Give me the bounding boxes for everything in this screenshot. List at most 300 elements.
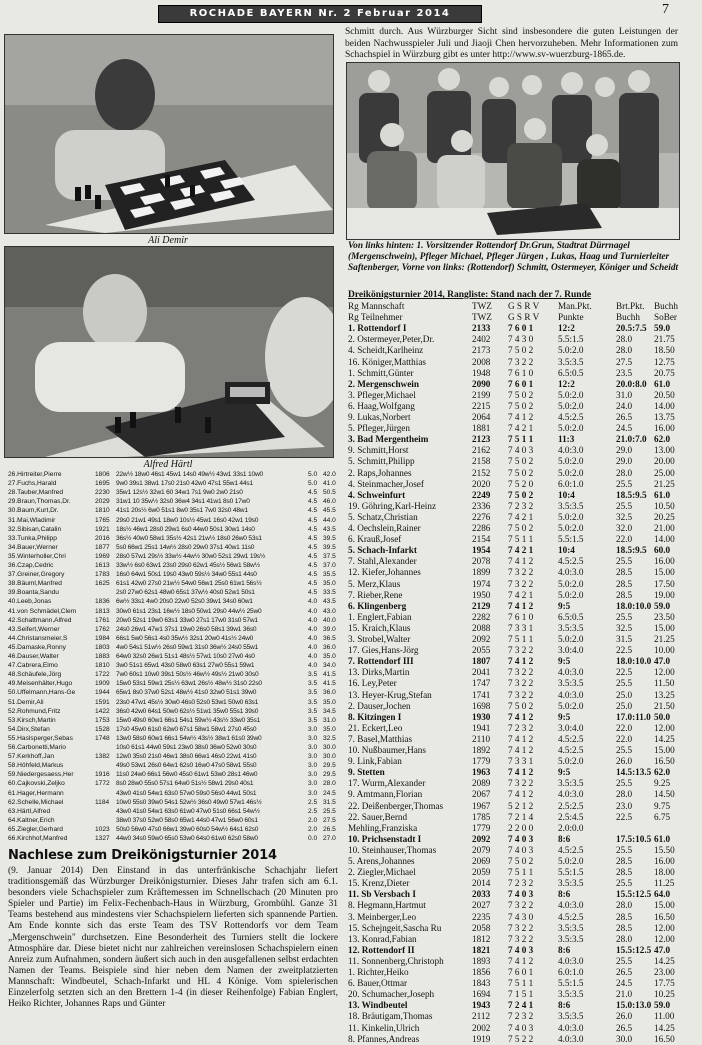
ranking-cell-pts: 6.5:0.5: [558, 611, 584, 622]
crosstable-cell-buch: 39.5: [323, 534, 336, 542]
ranking-cell-buch: 60.0: [654, 545, 671, 556]
ranking-cell-buch: 15.00: [654, 567, 675, 578]
ranking-cell-buch: 21.00: [654, 523, 675, 533]
ranking-cell-g: 7 5 0 2: [508, 389, 534, 400]
crosstable-cell-rounds: 11s0 24w0 66s1 56w0 45s0 61w1 53w0 28s1 46w0: [116, 771, 258, 779]
ranking-cell-name: 22. Deißenberger,Thomas: [348, 800, 444, 811]
ranking-cell-g: 7 4 1 2: [508, 767, 534, 778]
ranking-team-row: [348, 712, 684, 723]
ranking-cell-twz: TWZ: [472, 312, 492, 323]
ranking-player-row: [348, 978, 684, 989]
ranking-cell-buch: 14.50: [654, 789, 675, 800]
crosstable-cell-rounds: 4w0 54s1 51w½ 26s0 59w1 31s0 36w½ 24s0 55w1: [116, 643, 259, 651]
crosstable-cell-name: 32.Sibisan,Catalin: [8, 525, 62, 533]
ranking-cell-twz: 1881: [472, 423, 491, 434]
ranking-cell-g: 7 4 2 1: [508, 511, 534, 522]
ranking-cell-buch: 16.50: [654, 911, 675, 922]
ranking-cell-twz: 2078: [472, 556, 491, 567]
ranking-cell-name: 13. Konrad,Fabian: [348, 933, 417, 944]
ranking-cell-g: 7 5 2 2: [508, 1033, 534, 1044]
ranking-cell-g: 7 5 0 2: [508, 400, 534, 411]
ranking-cell-buch: 10.00: [654, 645, 675, 656]
ranking-cell-name: 13. Dirks,Martin: [348, 667, 410, 678]
ranking-player-row: [348, 623, 684, 634]
crosstable-cell-buch: 35.0: [323, 580, 336, 588]
crosstable-cell-rounds: 15w0 49s0 60w1 66s1 54s1 59w½ 43s½ 33w0 35s1: [116, 716, 261, 724]
ranking-cell-name: 13. Heyer-Krug,Stefan: [348, 689, 432, 700]
crosstable-cell-buch: 40.0: [323, 616, 336, 624]
crosstable-cell-name: 29.Braun,Thomas,Dr.: [8, 498, 71, 506]
ranking-cell-buch: 17.75: [654, 978, 675, 989]
ranking-cell-brt: 29.0: [616, 445, 633, 456]
ranking-cell-twz: 2162: [472, 445, 491, 456]
ranking-player-row: [348, 778, 684, 789]
ranking-team-row: [348, 656, 684, 667]
ranking-cell-brt: 28.0: [616, 933, 633, 944]
crosstable-cell-pts: 4.5: [308, 534, 318, 542]
ranking-cell-brt: 17.0:11.0: [616, 711, 651, 722]
crosstable-cell-buch: 29.5: [323, 771, 336, 779]
ranking-cell-brt: 28.5: [616, 867, 633, 878]
ranking-cell-g: 7 5 0 2: [508, 856, 534, 866]
ranking-cell-g: 5 2 1 2: [508, 800, 534, 811]
ranking-cell-g: 7 2 3 2: [508, 722, 534, 733]
ranking-cell-buch: 13.00: [654, 445, 675, 456]
crosstable-cell-rounds: 43w0 41s0 54w1 63s0 57w0 59s0 56s0 44w1 50s1: [116, 789, 257, 797]
ranking-cell-pts: 3.5:3.5: [558, 778, 584, 789]
ranking-player-row: [348, 912, 684, 923]
ranking-player-row: [348, 368, 684, 379]
ranking-cell-twz: 2092: [472, 833, 491, 844]
ranking-cell-brt: 23.5: [616, 367, 633, 378]
ranking-cell-g: 7 3 2 2: [508, 900, 534, 911]
ranking-cell-g: 7 5 0 2: [508, 467, 534, 478]
crosstable-cell-dwz: 1422: [95, 707, 110, 715]
crosstable-cell-pts: 4.0: [308, 607, 318, 615]
ranking-cell-pts: 8:6: [558, 944, 571, 955]
crosstable-cell-name: 45.Damaske,Ronny: [8, 643, 66, 651]
ranking-cell-g: 7 6 0 1: [508, 323, 534, 334]
crosstable-cell-name: 53.Kirsch,Martin: [8, 716, 56, 724]
ranking-cell-g: 7 4 1 2: [508, 656, 534, 667]
ranking-cell-buch: Buchh: [654, 301, 678, 311]
crosstable-cell-name: 28.Tauber,Manfred: [8, 489, 63, 497]
ranking-cell-twz: 1779: [472, 756, 491, 767]
ranking-cell-g: 7 2 3 2: [508, 878, 534, 889]
ranking-cell-twz: 2199: [472, 389, 491, 400]
ranking-player-row: [348, 501, 684, 512]
ranking-cell-buch: 21.25: [654, 634, 675, 644]
ranking-cell-twz: 2055: [472, 645, 491, 656]
ranking-cell-pts: 3.5:3.5: [558, 1011, 584, 1022]
ranking-cell-name: 9. Stetten: [348, 767, 385, 778]
ranking-cell-g: 7 3 2 2: [508, 667, 534, 678]
ranking-cell-pts: 4.0:3.0: [558, 789, 584, 800]
ranking-cell-name: 11. Kinkelin,Ulrich: [348, 1022, 420, 1033]
ranking-cell-brt: 30.0: [616, 1033, 633, 1044]
ranking-cell-pts: 4.0:3.0: [558, 955, 584, 966]
ranking-cell-g: 7 4 2 1: [508, 589, 534, 600]
crosstable-cell-name: 33.Tunka,Philipp: [8, 534, 57, 542]
crosstable-cell-name: 42.Schattmann,Alfred: [8, 616, 72, 624]
crosstable-cell-dwz: 1984: [95, 634, 110, 642]
ranking-cell-brt: 21.0: [616, 989, 633, 1000]
ranking-cell-pts: 4.0:3.0: [558, 689, 584, 700]
ranking-team-row: [348, 323, 684, 334]
ranking-cell-g: 7 5 1 1: [508, 634, 534, 644]
ranking-player-row: [348, 445, 684, 456]
crosstable-cell-pts: 4.5: [308, 571, 318, 579]
ranking-cell-pts: 9:5: [558, 767, 571, 778]
ranking-cell-twz: 1843: [472, 978, 491, 989]
ranking-cell-twz: 2336: [472, 500, 491, 511]
crosstable-cell-buch: 31.5: [323, 798, 336, 806]
ranking-cell-twz: TWZ: [472, 301, 492, 311]
ranking-cell-name: 3. Pfleger,Michael: [348, 389, 416, 400]
crosstable-cell-dwz: 1810: [95, 507, 110, 515]
ranking-cell-twz: 2110: [472, 733, 491, 744]
crosstable-cell-pts: 2.0: [308, 825, 318, 833]
crosstable-cell-dwz: 1591: [95, 698, 110, 706]
crosstable-cell-pts: 4.5: [308, 580, 318, 588]
crosstable-cell-rounds: 64w0 32s0 26w1 51s1 48s½ 57w1 10s0 27w0 4s0: [116, 653, 255, 660]
ranking-cell-brt: 14.5:13.5: [616, 767, 652, 778]
ranking-cell-brt: 21.0:7.0: [616, 434, 647, 445]
crosstable-row: [8, 834, 336, 844]
ranking-player-row: [348, 612, 684, 623]
crosstable-cell-pts: 4.0: [308, 643, 318, 651]
ranking-cell-pts: 5.0:2.0: [558, 589, 584, 600]
ranking-cell-brt: 18.5:9.5: [616, 489, 647, 500]
ranking-cell-buch: 11.25: [654, 878, 675, 889]
ranking-player-row: [348, 357, 684, 368]
crosstable-cell-rounds: 15w0 53s1 59w1 25s½ 63w1 26s½ 48w½ 31s0 22s0: [116, 680, 262, 688]
crosstable-cell-pts: 5.0: [308, 471, 318, 478]
ranking-player-row: [348, 1034, 684, 1045]
ranking-cell-brt: 28.5: [616, 856, 633, 866]
ranking-cell-pts: 3.5:3.5: [558, 500, 584, 511]
ranking-cell-name: 5. Schmitt,Philipp: [348, 456, 415, 467]
crosstable-cell-dwz: 1877: [95, 543, 110, 551]
ranking-cell-twz: 2402: [472, 334, 491, 345]
ranking-cell-buch: 15.00: [654, 622, 675, 633]
ranking-cell-name: 22. Sauer,Bernd: [348, 811, 408, 822]
crosstable-cell-name: 43.Seifert,Werner: [8, 625, 60, 633]
ranking-cell-buch: 47.0: [654, 944, 671, 955]
ranking-cell-g: 7 5 2 0: [508, 478, 534, 489]
crosstable-cell-dwz: 1695: [95, 480, 110, 488]
ranking-cell-pts: 4.5:2.5: [558, 733, 584, 744]
ranking-cell-brt: 26.5: [616, 412, 633, 422]
ranking-cell-brt: 22.5: [616, 645, 633, 656]
ranking-cell-g: G S R V: [508, 301, 540, 311]
ranking-cell-buch: 12.75: [654, 356, 675, 367]
ranking-cell-brt: 28.0: [616, 334, 633, 345]
ranking-cell-brt: 20.0:8.0: [616, 378, 647, 389]
crosstable-cell-name: 38.Bäuml,Manfred: [8, 580, 62, 588]
crosstable-cell-dwz: 1921: [95, 525, 110, 533]
crosstable-cell-rounds: 16s0 64w1 50s1 19s0 43w0 59s½ 34w0 55s1 44s0: [116, 571, 257, 579]
crosstable-cell-name: 49.Meisenhälter,Hugo: [8, 680, 73, 688]
ranking-cell-name: 12. Rottendorf II: [348, 944, 415, 955]
crosstable-cell-buch: 35.0: [323, 698, 336, 706]
crosstable-cell-pts: 4.5: [308, 516, 318, 524]
ranking-cell-name: 21. Eckert,Leo: [348, 722, 403, 733]
ranking-cell-pts: 5.5:1.5: [558, 978, 584, 989]
crosstable-cell-name: 50.Uffelmann,Hans-Ge: [8, 689, 76, 697]
crosstable-cell-name: 57.Kerkhoff,Jan: [8, 753, 55, 761]
crosstable-cell-rounds: 17s0 45w0 61s0 62w0 67s1 58w1 58w1 27s0 45s0: [116, 725, 257, 733]
ranking-header-row: [348, 312, 684, 323]
ranking-cell-pts: 2.5:4.5: [558, 811, 584, 822]
ranking-cell-twz: 1941: [472, 722, 491, 733]
ranking-cell-brt: 24.5: [616, 978, 633, 989]
ranking-cell-buch: 20.50: [654, 389, 675, 400]
ranking-cell-twz: 2002: [472, 1022, 491, 1033]
ranking-cell-pts: Man.Pkt.: [558, 301, 592, 311]
ranking-cell-g: 7 5 0 2: [508, 523, 534, 533]
ranking-player-row: [348, 579, 684, 590]
ranking-cell-pts: 12:2: [558, 378, 575, 389]
ranking-cell-brt: 18.0:10.0: [616, 600, 652, 611]
ranking-cell-g: 7 2 1 4: [508, 811, 534, 822]
ranking-cell-pts: 5.0:2.0: [558, 400, 584, 411]
ranking-team-row: [348, 490, 684, 501]
ranking-cell-pts: 6.5:0.5: [558, 367, 584, 378]
ranking-cell-twz: 1779: [472, 822, 491, 833]
ranking-cell-twz: 1893: [472, 955, 491, 966]
crosstable-cell-name: 26.Hirtreiter,Pierre: [8, 471, 62, 478]
crosstable-cell-dwz: 2029: [95, 498, 110, 506]
ranking-cell-buch: SoBer: [654, 312, 677, 323]
ranking-cell-buch: 23.50: [654, 611, 675, 622]
crosstable-cell-buch: 44.0: [323, 516, 336, 524]
ranking-team-row: [348, 434, 684, 445]
ranking-cell-buch: 47.0: [654, 656, 671, 667]
ranking-cell-name: 2. Dauser,Jochen: [348, 700, 411, 711]
crosstable-cell-dwz: 1184: [95, 798, 110, 806]
crosstable-cell-pts: 3.0: [308, 771, 318, 779]
crosstable-cell-buch: 46.0: [323, 498, 336, 506]
crosstable-cell-buch: 41.5: [323, 680, 336, 688]
ranking-cell-g: 7 4 1 2: [508, 745, 534, 755]
ranking-cell-pts: 5.0:2.0: [558, 423, 584, 434]
ranking-cell-twz: 1948: [472, 367, 491, 378]
crosstable-cell-name: 34.Bauer,Werner: [8, 543, 58, 551]
crosstable-cell-pts: 4.0: [308, 616, 318, 624]
ranking-cell-g: 7 3 2 2: [508, 578, 534, 589]
crosstable-cell-buch: 41.0: [323, 480, 336, 488]
ranking-cell-g: 7 2 3 2: [508, 1011, 534, 1022]
crosstable-cell-rounds: 28s0 57w1 29s½ 33w½ 44w½ 30w0 52s1 29w1 19s½: [116, 552, 266, 560]
ranking-cell-pts: 10:4: [558, 489, 575, 500]
crosstable-cell-buch: 27.5: [323, 816, 336, 824]
crosstable-cell-name: 52.Rohmund,Fritz: [8, 707, 61, 715]
ranking-player-row: [348, 1023, 684, 1034]
ranking-cell-g: 7 3 2 2: [508, 922, 534, 933]
crosstable-cell-rounds: 36s½ 40w0 58w1 35s½ 42s1 21w½ 18s0 26w0 53s1: [116, 534, 262, 542]
ranking-cell-twz: 2276: [472, 511, 491, 522]
crosstable-cell-buch: 50.5: [323, 489, 336, 497]
ranking-cell-twz: 1967: [472, 800, 491, 811]
ranking-cell-name: 10. Prichsenstadt I: [348, 833, 422, 844]
ranking-cell-twz: 1943: [472, 1000, 491, 1011]
ranking-cell-name: 6. Klingenberg: [348, 600, 407, 611]
ranking-cell-g: 7 4 0 3: [508, 1022, 534, 1033]
crosstable-cell-name: 40.Leeb,Jonas: [8, 598, 52, 606]
ranking-cell-brt: 26.5: [616, 1022, 633, 1033]
ranking-player-row: [348, 756, 684, 767]
ranking-cell-buch: 9.25: [654, 778, 671, 789]
ranking-cell-pts: 5.0:2.0: [558, 389, 584, 400]
photo-alfred-haertl: [4, 246, 334, 458]
crosstable-cell-pts: 0.0: [308, 835, 318, 842]
ranking-cell-brt: 26.0: [616, 756, 633, 767]
ranking-player-row: [348, 667, 684, 678]
ranking-cell-name: 6. Haag,Wolfgang: [348, 400, 415, 411]
crosstable-cell-pts: 2.5: [308, 798, 318, 806]
crosstable-cell-rounds: 30w0 61s1 23s1 16w½ 18s0 50w1 29s0 44w½ 25w0: [116, 607, 262, 615]
ranking-player-row: [348, 878, 684, 889]
ranking-cell-twz: 2249: [472, 489, 491, 500]
ranking-cell-buch: 14.25: [654, 1022, 675, 1033]
crosstable-cell-pts: 4.5: [308, 543, 318, 551]
ranking-cell-twz: 2235: [472, 911, 491, 922]
crosstable-cell-pts: 3.0: [308, 789, 318, 797]
ranking-team-row: [348, 601, 684, 612]
ranking-cell-buch: 59.0: [654, 1000, 671, 1011]
ranking-cell-name: 4. Schweinfurt: [348, 489, 406, 500]
ranking-cell-buch: 18.50: [654, 345, 675, 356]
ranking-player-row: [348, 423, 684, 434]
ranking-cell-pts: 12:2: [558, 323, 575, 334]
ranking-cell-brt: 28.5: [616, 922, 633, 933]
ranking-cell-pts: 5.0:2.0: [558, 756, 584, 767]
ranking-cell-brt: 28.5: [616, 589, 633, 600]
ranking-cell-twz: 2008: [472, 356, 491, 367]
crosstable-cell-pts: 4.5: [308, 589, 318, 597]
ranking-cell-brt: 27.5: [616, 356, 633, 367]
ranking-cell-twz: 2088: [472, 622, 491, 633]
crosstable-cell-buch: 33.5: [323, 589, 336, 597]
crosstable-cell-pts: 4.5: [308, 525, 318, 533]
ranking-cell-g: 7 4 0 3: [508, 844, 534, 855]
ranking-cell-brt: 32.5: [616, 511, 633, 522]
ranking-cell-g: 7 4 2 1: [508, 545, 534, 556]
crosstable-cell-rounds: 66s1 5w0 56s1 4s0 35w½ 32s1 20w0 41s½ 24w0: [116, 634, 254, 642]
ranking-cell-twz: 2112: [472, 1011, 491, 1022]
ranking-cell-twz: 1807: [472, 656, 491, 667]
ranking-cell-g: 7 6 0 1: [508, 967, 534, 977]
ranking-cell-pts: 6.0:1.0: [558, 967, 584, 977]
crosstable-cell-pts: 4.0: [308, 634, 318, 642]
crosstable-cell-pts: 3.0: [308, 744, 318, 751]
crosstable-cell-buch: 36.0: [323, 689, 336, 697]
ranking-cell-twz: 2154: [472, 534, 491, 545]
ranking-cell-twz: 2089: [472, 778, 491, 789]
ranking-cell-twz: 1812: [472, 933, 491, 944]
crosstable-cell-rounds: 24s0 26w1 47w1 37s1 19w0 26s0 58s1 39w1 36s0: [116, 625, 257, 633]
crosstable-cell-pts: 3.0: [308, 753, 318, 761]
ranking-cell-name: 13. Windbeutel: [348, 1000, 408, 1011]
crosstable-cell-name: 48.Schäufele,Jörg: [8, 671, 62, 679]
article-body: (9. Januar 2014) Den Einstand in das unterfränkische Schachjahr liefert traditionsgemäß das Würzburger Dreikönigsturnier. Dieses Jahr trafen sich am 6.1. besonders viele Schachspieler zum Kräftemessen im Schnellschach (20 Minuten pro Spieler und Partie) im Felix-Fechenbach-Haus in Würzburg, Grombühl. Ganze 31 Teams bestehend aus mindestens vier Schachspielern lieferten sich spannende Partien. Am Ende konnte sich das erste Team des TSV Rottendorfs vor dem Team „Mergenschwein" durchsetzen. Eine Besonderheit des Turniers stellt die lockere Atmosphäre dar. Diese bietet nicht nur zahlreichen vereinslosen Schachspielern einen Anreiz zum Aufnahmen, sondern äußert sich auch in den ausgefallenen selbst erdachten Namen der Teams. Beispiele sind hier neben dem Namen der zweitplatzierten Mannschaft: Windbeutel, Schach-Infarkt und HL 4 Könige. Vom spielerischen Einzelerfolg setzten sich an den Brettern 1-4 (in dieser Reihenfolge) Fabian Englert, Heiko Richter, Johannes Raps und Günter: [8, 866, 338, 1010]
crosstable-cell-dwz: 1761: [95, 616, 110, 624]
ranking-cell-name: 7. Rottendorf III: [348, 656, 414, 667]
crosstable-cell-buch: 34.0: [323, 662, 336, 670]
crosstable-cell-rounds: 22w½ 18w0 46s1 45w1 14s0 49w½ 43w1 33s1 10w0: [116, 471, 263, 478]
ranking-cell-pts: 5.0:2.0: [558, 856, 584, 866]
crosstable-cell-rounds: 7w0 60s1 10w0 39s1 50s½ 46w½ 49s½ 21w0 30s0: [116, 671, 259, 679]
ranking-team-row: [348, 379, 684, 390]
ranking-cell-name: 5. Schach-Infarkt: [348, 545, 417, 556]
ranking-player-row: [348, 634, 684, 645]
crosstable-cell-dwz: 2016: [95, 534, 110, 542]
crosstable-cell-pts: 4.5: [308, 552, 318, 560]
ranking-cell-buch: 12.00: [654, 933, 675, 944]
ranking-cell-brt: 20.5:7.5: [616, 323, 647, 334]
ranking-cell-g: 7 6 1 0: [508, 611, 534, 622]
ranking-cell-twz: 1741: [472, 689, 491, 700]
ranking-cell-buch: 61.0: [654, 833, 671, 844]
ranking-cell-g: 7 4 1 2: [508, 556, 534, 567]
ranking-cell-twz: 1919: [472, 1033, 491, 1044]
crosstable-cell-name: 56.Carbonetti,Mario: [8, 744, 66, 751]
ranking-cell-pts: 9:5: [558, 600, 571, 611]
ranking-cell-pts: 3.5:3.5: [558, 933, 584, 944]
crosstable-cell-pts: 3.5: [308, 698, 318, 706]
crosstable-cell-pts: 4.5: [308, 498, 318, 506]
ranking-cell-pts: 5.5:1.5: [558, 534, 584, 545]
ranking-cell-g: 7 5 1 1: [508, 534, 534, 545]
ranking-cell-name: 4. Oechslein,Rainer: [348, 523, 421, 533]
crosstable-cell-name: 41.von Schmädel,Clem: [8, 607, 77, 615]
ranking-player-row: [348, 845, 684, 856]
ranking-player-row: [348, 934, 684, 945]
ranking-cell-twz: 2152: [472, 467, 491, 478]
ranking-cell-g: 7 2 3 2: [508, 500, 534, 511]
crosstable-cell-dwz: 1327: [95, 835, 110, 842]
ranking-cell-name: 1. Richter,Heiko: [348, 967, 409, 977]
ranking-cell-brt: 24.5: [616, 423, 633, 434]
ranking-cell-brt: 25.5: [616, 878, 633, 889]
ranking-cell-twz: 2079: [472, 844, 491, 855]
crosstable-cell-buch: 39.5: [323, 543, 336, 551]
ranking-cell-name: 7. Rieber,Rene: [348, 589, 403, 600]
ranking-player-row: [348, 678, 684, 689]
ranking-cell-brt: 25.0: [616, 689, 633, 700]
ranking-cell-buch: 10.50: [654, 500, 675, 511]
ranking-cell-brt: 28.5: [616, 567, 633, 578]
ranking-cell-name: 9. Lukas,Norbert: [348, 412, 411, 422]
ranking-cell-pts: 3.0:4.0: [558, 722, 584, 733]
ranking-cell-name: 6. Bauer,Ottmar: [348, 978, 408, 989]
crosstable-cell-rounds: 10w0 55s0 39w0 54s1 52w½ 36s0 49w0 57w1 46s½: [116, 798, 262, 806]
ranking-player-row: [348, 734, 684, 745]
ranking-cell-brt: 31.0: [616, 389, 633, 400]
crosstable-cell-name: 54.Dirx,Stefan: [8, 725, 50, 733]
ranking-cell-pts: 5.0:2.0: [558, 523, 584, 533]
crosstable-cell-name: 46.Dauser,Walter: [8, 653, 59, 660]
ranking-player-row: [348, 334, 684, 345]
ranking-cell-buch: 21.50: [654, 700, 675, 711]
ranking-cell-brt: 22.0: [616, 534, 633, 545]
ranking-cell-buch: 12.00: [654, 922, 675, 933]
ranking-cell-g: 7 5 0 2: [508, 700, 534, 711]
crosstable-cell-buch: 36.0: [323, 643, 336, 651]
ranking-player-row: [348, 923, 684, 934]
ranking-header-row: [348, 301, 684, 312]
